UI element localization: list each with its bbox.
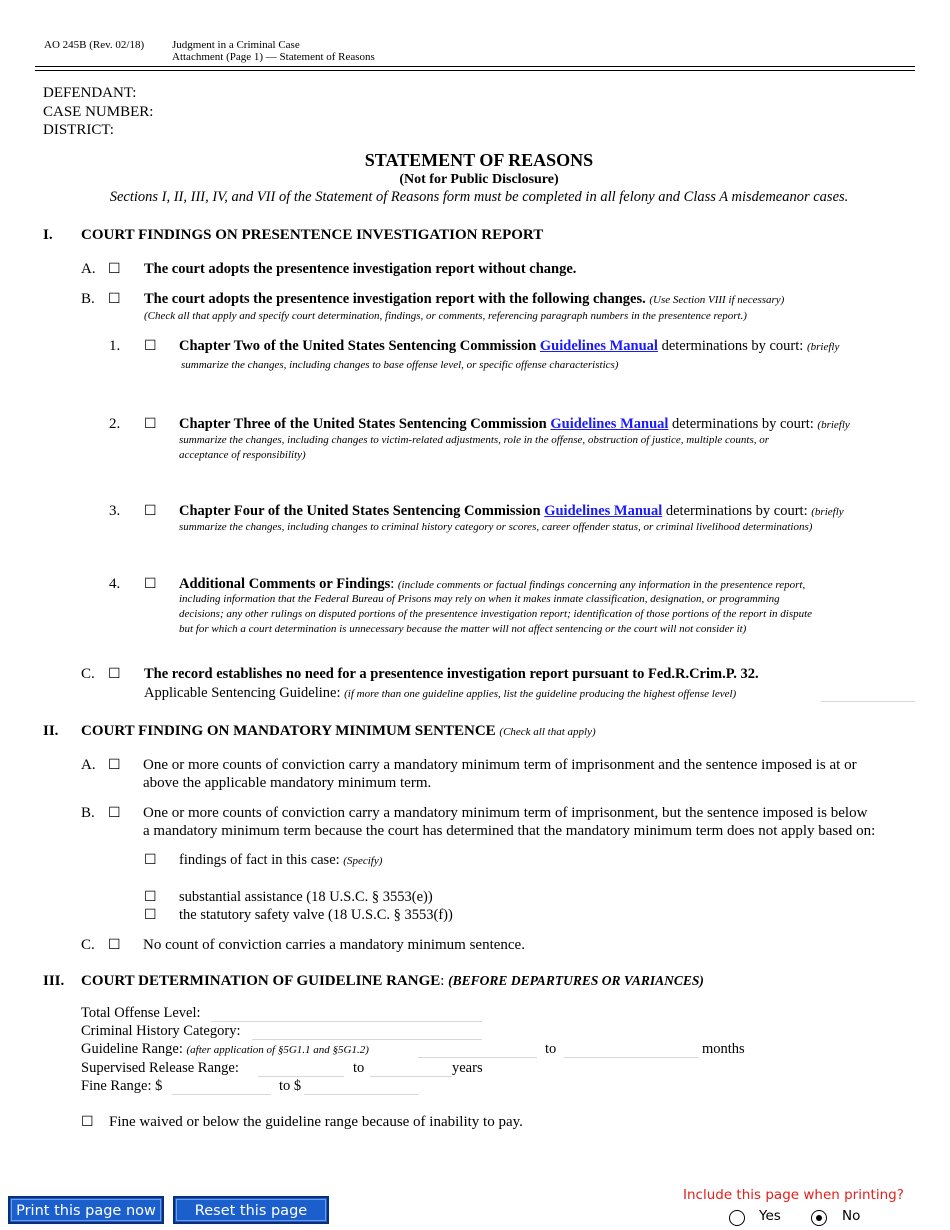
- findings-checkbox[interactable]: ☐: [144, 852, 157, 868]
- section1-a-checkbox[interactable]: ☐: [108, 261, 121, 277]
- print-page-button[interactable]: Print this page now: [8, 1196, 164, 1224]
- guideline-range-note: (after application of §5G1.1 and §5G1.2): [186, 1044, 369, 1056]
- item1-guidelines-link[interactable]: Guidelines Manual: [539, 338, 658, 354]
- section1-c-checkbox[interactable]: ☐: [108, 666, 121, 682]
- item1-checkbox[interactable]: ☐: [144, 338, 157, 354]
- include-page-label: Include this page when printing?: [683, 1187, 904, 1203]
- guideline-note: (if more than one guideline applies, list the guideline producing the highest offense level): [344, 688, 737, 700]
- section2-b-line1: One or more counts of conviction carry a mandatory minimum term of imprisonment, but the sentence imposed is below: [143, 805, 868, 821]
- substantial-assistance-checkbox[interactable]: ☐: [144, 889, 157, 905]
- item4-checkbox[interactable]: ☐: [144, 576, 157, 592]
- section2-b-checkbox[interactable]: ☐: [108, 805, 121, 821]
- supervised-to: to: [353, 1060, 365, 1076]
- fine-to: to $: [279, 1078, 302, 1094]
- item1-note1: (briefly: [806, 341, 840, 353]
- safety-valve-checkbox[interactable]: ☐: [144, 907, 157, 923]
- defendant-label: DEFENDANT:: [43, 85, 137, 101]
- section2-c-checkbox[interactable]: ☐: [108, 937, 121, 953]
- item3-note2: summarize the changes, including changes to criminal history category or scores, career offender status, or criminal livelihood determinations): [179, 521, 813, 533]
- item3-checkbox[interactable]: ☐: [144, 503, 157, 519]
- item1-line: [179, 338, 839, 355]
- item2-guidelines-link[interactable]: Guidelines Manual: [550, 416, 669, 432]
- section2-a-checkbox[interactable]: ☐: [108, 757, 121, 773]
- item2-checkbox[interactable]: ☐: [144, 416, 157, 432]
- item3-guidelines-link[interactable]: Guidelines Manual: [544, 503, 663, 519]
- item4-number: 4.: [109, 576, 121, 592]
- guideline-range-line: [81, 1041, 369, 1058]
- section2-b-line2: a mandatory minimum term because the court has determined that the mandatory minimum term does not apply based on:: [143, 823, 876, 839]
- fine-min-field[interactable]: [172, 1079, 271, 1095]
- safety-valve-label: the statutory safety valve (18 U.S.C. § 3553(f)): [179, 907, 453, 923]
- section1-b-note: (Use Section VIII if necessary): [649, 294, 785, 306]
- item2-note3: acceptance of responsibility): [179, 449, 306, 461]
- item3-line: [179, 503, 844, 520]
- section2-b-letter: B.: [81, 805, 95, 821]
- fine-range-label: Fine Range: $: [81, 1078, 163, 1094]
- reset-page-button[interactable]: Reset this page: [173, 1196, 329, 1224]
- criminal-history-label: Criminal History Category:: [81, 1023, 241, 1039]
- guideline-range-min-field[interactable]: [418, 1042, 537, 1058]
- substantial-assistance-label: substantial assistance (18 U.S.C. § 3553(e)): [179, 889, 433, 905]
- fine-waived-label: Fine waived or below the guideline range because of inability to pay.: [109, 1114, 523, 1130]
- item2-lead: Chapter Three of the United States Sentencing Commission: [179, 416, 547, 432]
- section3-colon: :: [440, 973, 445, 989]
- section1-b-letter: B.: [81, 291, 95, 307]
- section2-a-line1: One or more counts of conviction carry a mandatory minimum term of imprisonment and the sentence imposed is at or: [143, 757, 857, 773]
- section1-c-text: The record establishes no need for a presentence investigation report pursuant to Fed.R.Crim.P. 32.: [144, 666, 759, 682]
- item1-number: 1.: [109, 338, 121, 354]
- section2-a-letter: A.: [81, 757, 96, 773]
- criminal-history-field[interactable]: [252, 1024, 482, 1040]
- item2-note1: (briefly: [817, 419, 850, 431]
- form-id: AO 245B (Rev. 02/18): [44, 39, 145, 51]
- item4-lead: Additional Comments or Findings: [179, 576, 391, 592]
- section1-c-letter: C.: [81, 666, 95, 682]
- years-label: years: [452, 1060, 483, 1076]
- page-title: STATEMENT OF REASONS: [364, 150, 594, 170]
- findings-label: findings of fact in this case:: [179, 852, 340, 868]
- include-no-label: No: [842, 1208, 861, 1224]
- include-no-radio[interactable]: [811, 1210, 827, 1226]
- form-title-line1: Judgment in a Criminal Case: [172, 39, 300, 51]
- section1-c-line2: [144, 685, 736, 702]
- findings-note: (Specify): [343, 855, 383, 867]
- item2-number: 2.: [109, 416, 121, 432]
- guideline-label: Applicable Sentencing Guideline:: [144, 685, 341, 701]
- page-subtitle: (Not for Public Disclosure): [399, 172, 559, 187]
- section1-number: I.: [43, 227, 53, 243]
- fine-waived-checkbox[interactable]: ☐: [81, 1114, 94, 1130]
- total-offense-label: Total Offense Level:: [81, 1005, 201, 1021]
- item3-note1: (briefly: [811, 506, 844, 518]
- item3-number: 3.: [109, 503, 121, 519]
- item4-line: [179, 576, 805, 593]
- supervised-max-field[interactable]: [370, 1061, 452, 1077]
- months-label: months: [702, 1041, 745, 1057]
- item2-line: [179, 416, 850, 433]
- item1-tail: determinations by court:: [661, 338, 804, 354]
- section2-c-letter: C.: [81, 937, 95, 953]
- header-rule-bottom: [35, 70, 915, 71]
- section1-a-letter: A.: [81, 261, 96, 277]
- section1-b-line: [144, 291, 784, 308]
- fine-max-field[interactable]: [304, 1079, 419, 1095]
- item4-note2: including information that the Federal Bureau of Prisons may rely on when it makes inmate classification, designation, or programming: [179, 593, 780, 605]
- section3-heading-line: [81, 973, 704, 990]
- section2-c-text: No count of conviction carries a mandatory minimum sentence.: [143, 937, 525, 953]
- section3-number: III.: [43, 973, 65, 989]
- header-rule-top: [35, 66, 915, 67]
- section1-heading: COURT FINDINGS ON PRESENTENCE INVESTIGATION REPORT: [81, 227, 544, 243]
- supervised-release-label: Supervised Release Range:: [81, 1060, 239, 1076]
- applicable-guideline-field[interactable]: [821, 686, 915, 702]
- item2-note2: summarize the changes, including changes to victim-related adjustments, role in the offense, obstruction of justice, multiple counts, or: [179, 434, 770, 446]
- section2-number: II.: [43, 723, 59, 739]
- item3-tail: determinations by court:: [665, 503, 808, 519]
- section1-a-text: The court adopts the presentence investigation report without change.: [144, 261, 577, 277]
- supervised-min-field[interactable]: [258, 1061, 344, 1077]
- section2-a-line2: above the applicable mandatory minimum term.: [143, 775, 432, 791]
- section1-b-checkbox[interactable]: ☐: [108, 291, 121, 307]
- item4-colon: :: [390, 576, 395, 592]
- item2-tail: determinations by court:: [672, 416, 814, 432]
- guideline-range-to: to: [545, 1041, 557, 1057]
- section1-b-sub: (Check all that apply and specify court determination, findings, or comments, referencing paragraph numbers in the presentence report.): [144, 310, 747, 322]
- item4-note3: decisions; any other rulings on disputed portions of the presentence investigation report; identification of those portions of the report in dispute: [179, 608, 813, 620]
- guideline-range-label: Guideline Range:: [81, 1041, 183, 1057]
- include-yes-radio[interactable]: [729, 1210, 745, 1226]
- section1-b-text: The court adopts the presentence investigation report with the following changes.: [144, 291, 646, 307]
- case-number-label: CASE NUMBER:: [43, 104, 154, 120]
- item1-lead: Chapter Two of the United States Sentencing Commission: [179, 338, 537, 354]
- district-label: DISTRICT:: [43, 122, 114, 138]
- include-yes-label: Yes: [759, 1208, 781, 1224]
- section2-heading: COURT FINDING ON MANDATORY MINIMUM SENTENCE: [81, 723, 496, 739]
- item4-note1: (include comments or factual findings concerning any information in the presentence report,: [397, 579, 806, 591]
- instructions: Sections I, II, III, IV, and VII of the Statement of Reasons form must be completed in all felony and Class A misdemeanor cases.: [109, 189, 849, 205]
- total-offense-field[interactable]: [211, 1006, 482, 1022]
- guideline-range-max-field[interactable]: [564, 1042, 699, 1058]
- item3-lead: Chapter Four of the United States Sentencing Commission: [179, 503, 541, 519]
- item4-note4: but for which a court determination is unnecessary because the matter will not affect sentencing or the court will not consider it): [179, 623, 747, 635]
- item1-note2: summarize the changes, including changes to base offense level, or specific offense characteristics): [181, 359, 619, 371]
- section3-note: (BEFORE DEPARTURES OR VARIANCES): [448, 973, 704, 988]
- section2-heading-line: [81, 723, 596, 740]
- section2-note: (Check all that apply): [499, 726, 596, 738]
- findings-line: [179, 852, 382, 869]
- form-title-line2: Attachment (Page 1) — Statement of Reasons: [172, 51, 375, 63]
- section3-heading: COURT DETERMINATION OF GUIDELINE RANGE: [81, 973, 441, 989]
